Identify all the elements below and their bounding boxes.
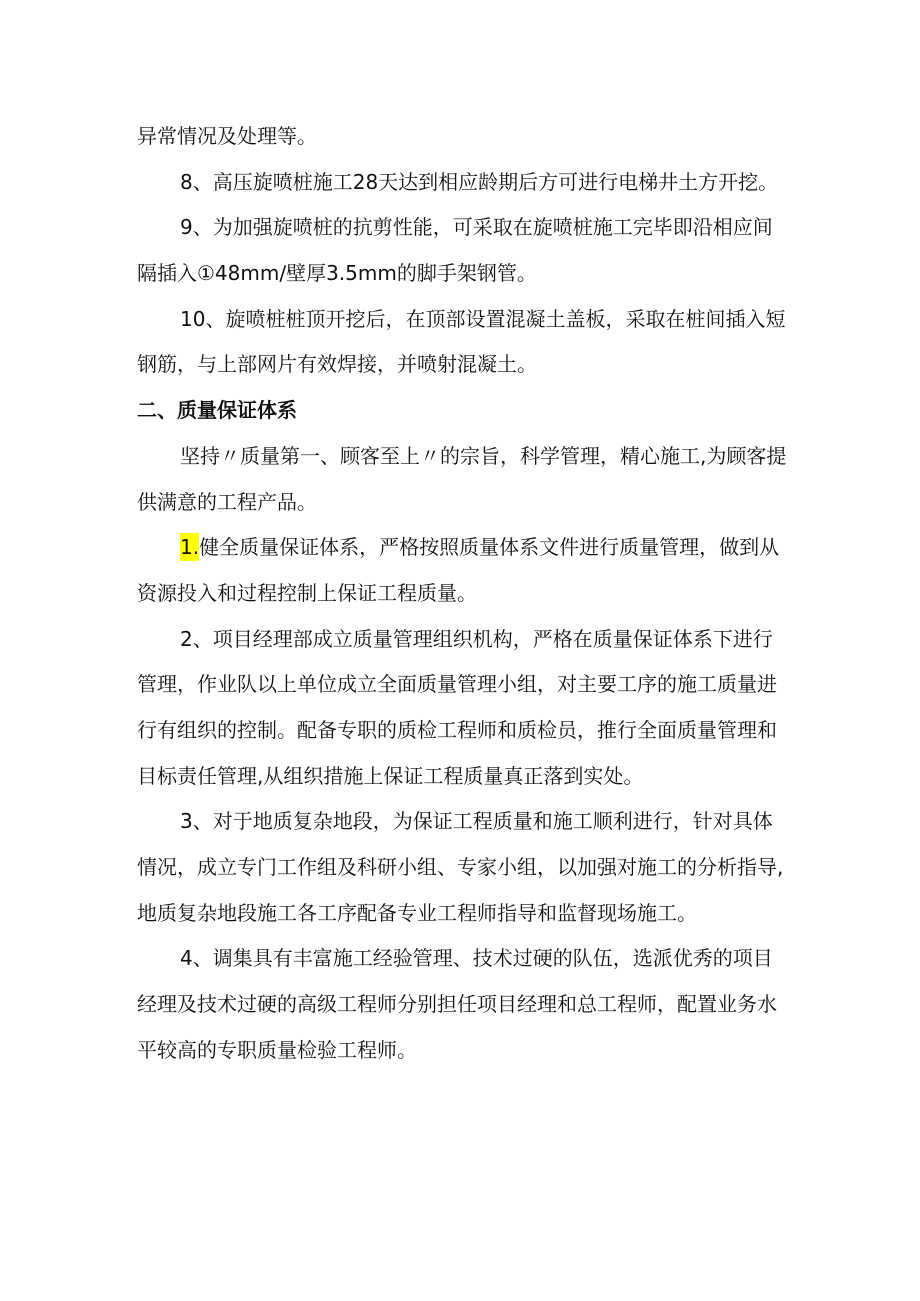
text-line: 隔插入①48mm∕壁厚3.5mm的脚手架钢管。 (137, 261, 537, 286)
text-line: 10、旋喷桩桩顶开挖后，在顶部设置混凝土盖板，采取在桩间插入短 (180, 306, 786, 331)
text-line: 行有组织的控制。配备专职的质检工程师和质检员，推行全面质量管理和 (137, 717, 777, 742)
text-line: 4、调集具有丰富施工经验管理、技术过硬的队伍，选派优秀的项目 (180, 946, 773, 971)
section-heading: 二、质量保证体系 (137, 398, 297, 423)
text-line: 经理及技术过硬的高级工程师分别担任项目经理和总工程师，配置业务水 (137, 992, 777, 1017)
text-line-body: 健全质量保证体系，严格按照质量体系文件进行质量管理，做到从 (199, 535, 780, 560)
text-line: 供满意的工程产品。 (137, 489, 317, 514)
document-body (137, 114, 787, 1073)
text-line: 异常情况及处理等。 (137, 124, 317, 148)
text-line: 平较高的专职质量检验工程师。 (137, 1037, 417, 1062)
text-line: 管理，作业队以上单位成立全面质量管理小组，对主要工序的施工质量进 (137, 672, 777, 697)
text-line: 3、对于地质复杂地段，为保证工程质量和施工顺利进行，针对具体 (180, 809, 773, 834)
text-line: 2、项目经理部成立质量管理组织机构，严格在质量保证体系下进行 (180, 626, 773, 651)
text-line: 目标责任管理,从组织措施上保证工程质量真正落到实处。 (137, 763, 644, 788)
highlighted-list-marker: 1. (180, 535, 200, 560)
text-line: 资源投入和过程控制上保证工程质量。 (137, 580, 477, 605)
text-line: 地质复杂地段施工各工序配备专业工程师指导和监督现场施工。 (137, 900, 697, 925)
text-line: 9、为加强旋喷桩的抗剪性能，可采取在旋喷桩施工完毕即沿相应间 (180, 215, 773, 240)
text-line: 8、高压旋喷桩施工28天达到相应龄期后方可进行电梯井土方开挖。 (180, 169, 779, 194)
text-line: 情况，成立专门工作组及科研小组、专家小组，以加强对施工的分析指导, (137, 855, 784, 879)
text-line (137, 525, 787, 571)
text-line: 钢筋，与上部网片有效焊接，并喷射混凝土。 (137, 352, 537, 377)
text-line: 坚持〃质量第一、顾客至上〃的宗旨，科学管理，精心施工,为顾客提 (180, 443, 787, 468)
